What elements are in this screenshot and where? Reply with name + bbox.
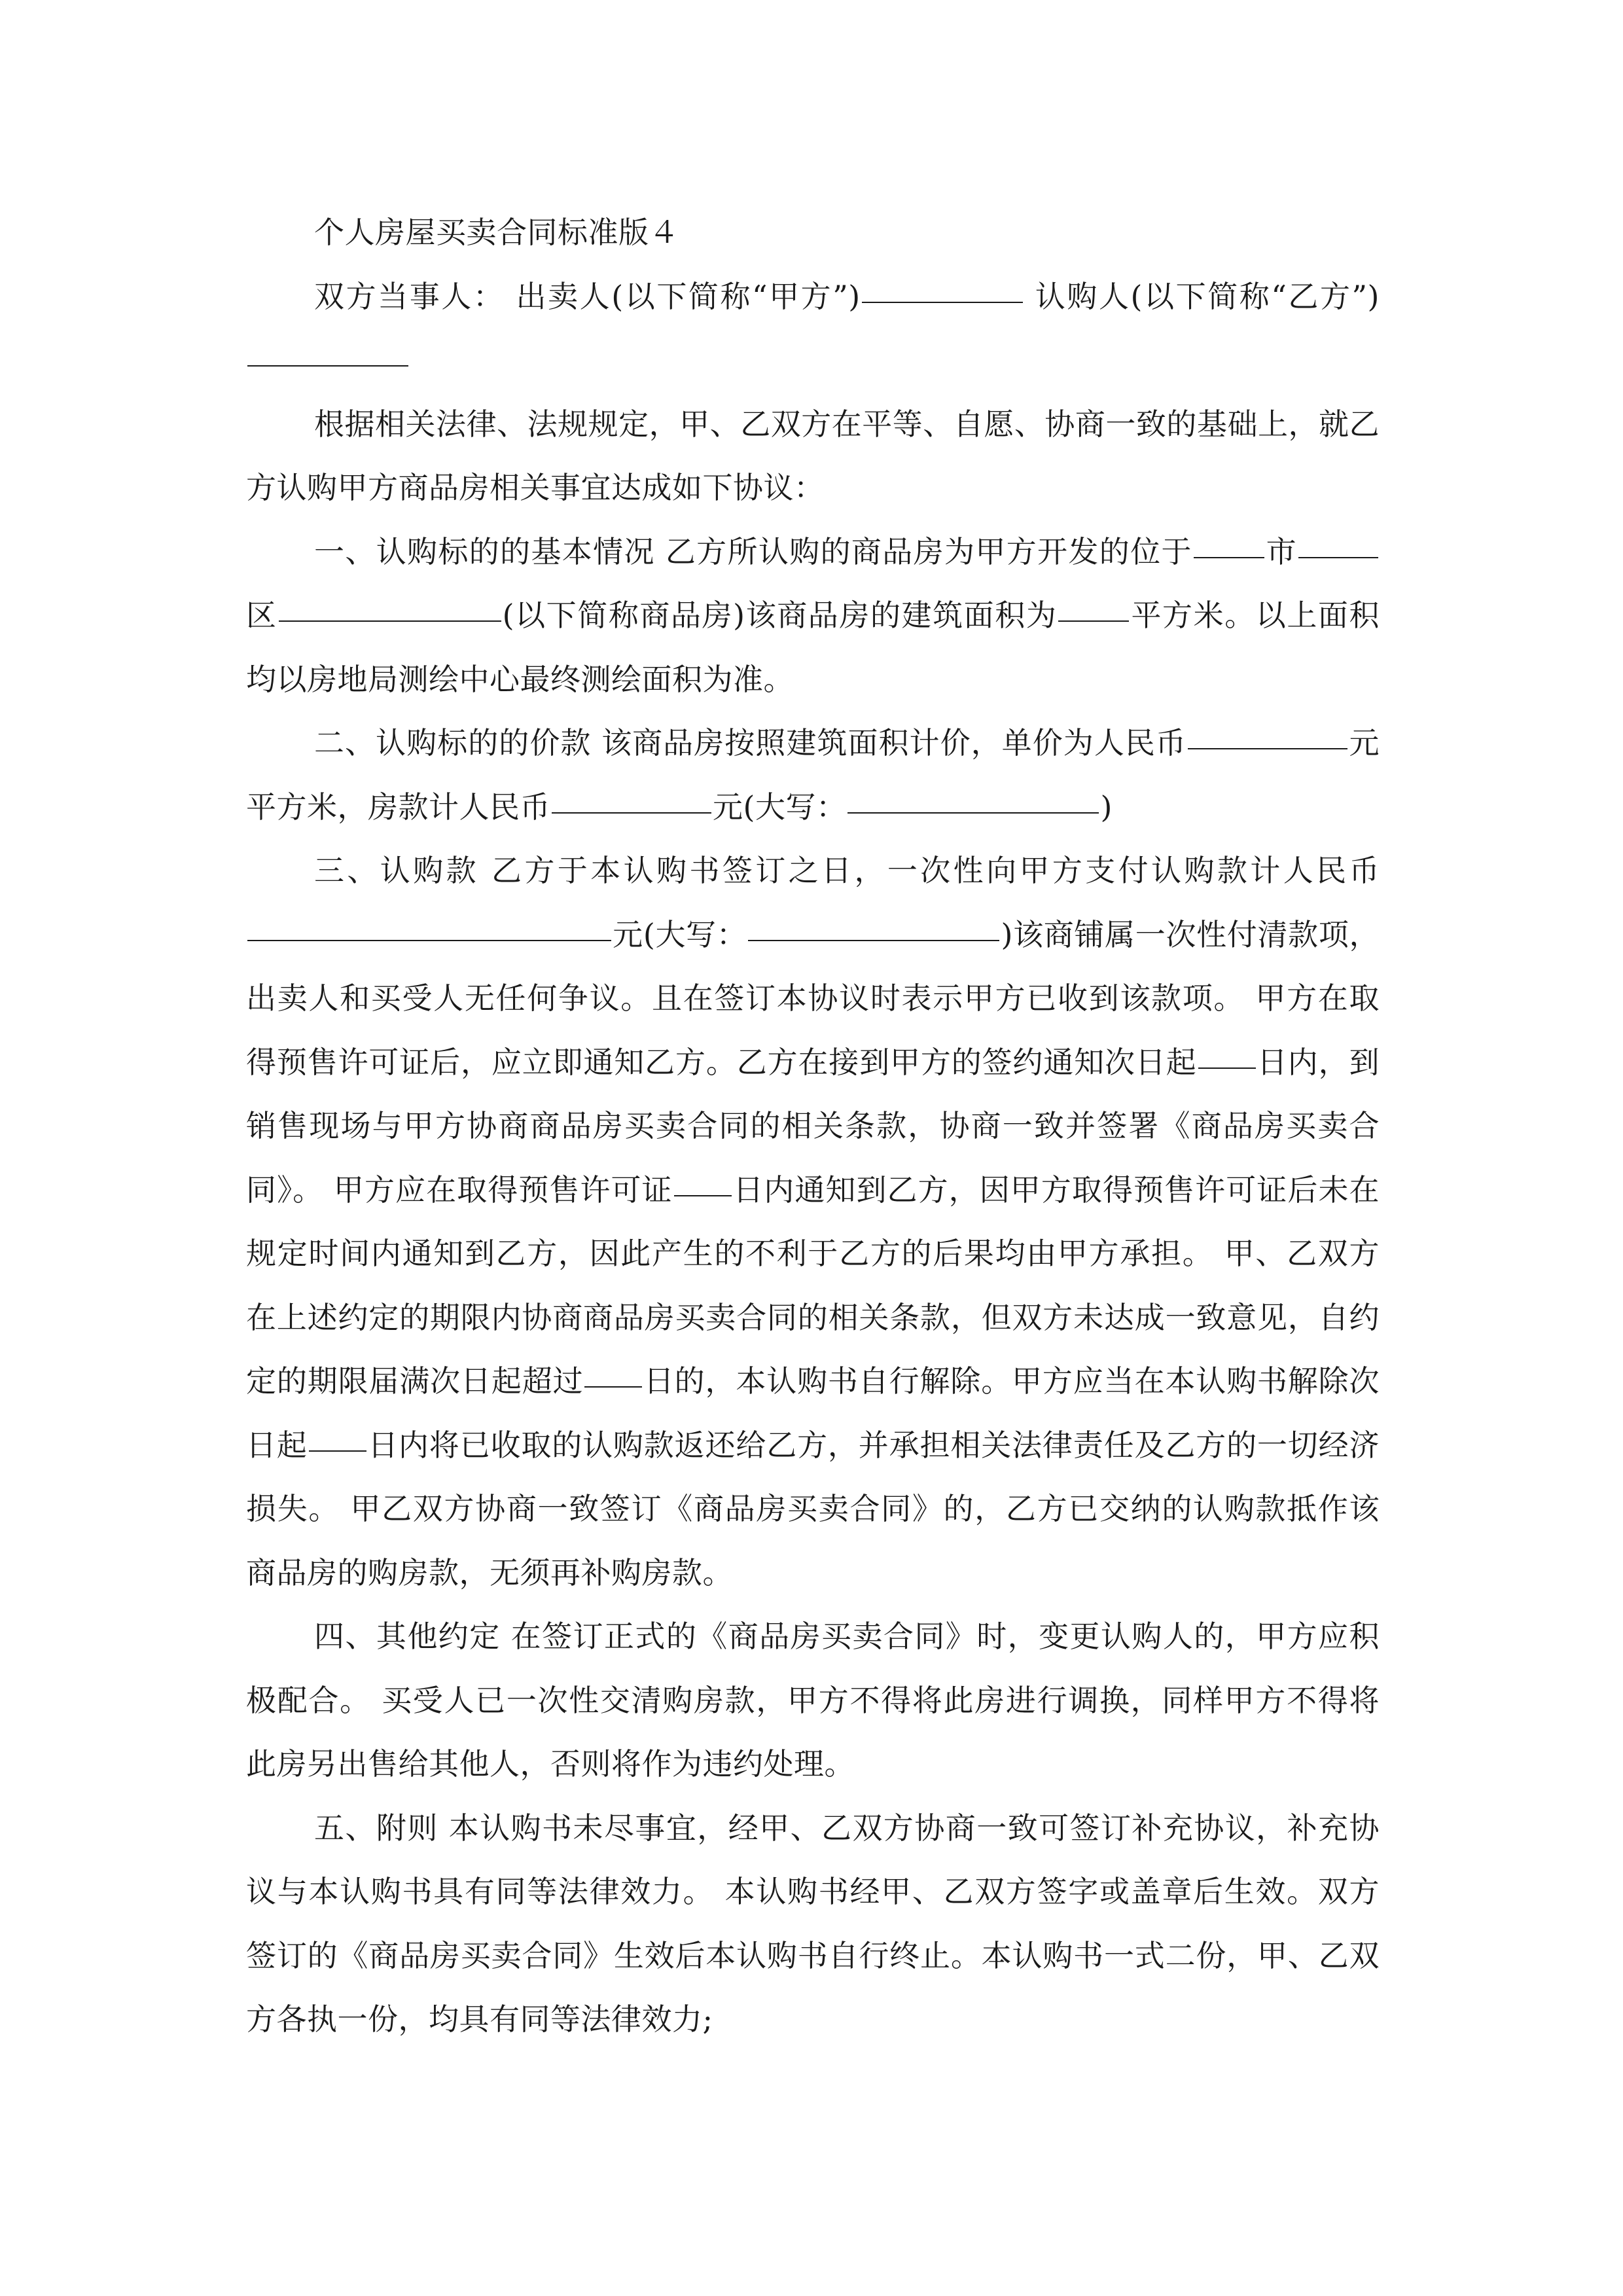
intro-text: 根据相关法律、法规规定，甲、乙双方在平等、自愿、协商一致的基础上，就乙方认购甲方商品房相关事宜达成如下协议： (246, 406, 1380, 505)
section-3-text-f: 日的，本认购书自行解除。甲方应当在本认购书解除次日起 (246, 1363, 1380, 1463)
section-3-text-e: 日内通知到乙方，因甲方取得预售许可证后未在规定时间内通知到乙方，因此产生的不利于乙方的后果均由甲方承担。 甲、乙双方在上述约定的期限内协商商品房买卖合同的相关条款，但双方未达成一致意见，自约定的期限届满次日起超过 (246, 1172, 1380, 1399)
intro-paragraph (246, 393, 1380, 520)
buyer-name-blank[interactable] (247, 365, 408, 367)
deposit-words-blank[interactable] (748, 939, 999, 941)
section-3-text-g: 日内将已收取的认购款返还给乙方，并承担相关法律责任及乙方的一切经济损失。 甲乙双方协商一致签订《商品房买卖合同》的，乙方已交纳的认购款抵作该商品房的购房款，无须再补购房款。 (246, 1427, 1380, 1590)
total-price-words-blank[interactable] (847, 812, 1099, 814)
section-4-paragraph (246, 1605, 1380, 1797)
section-3-text-b: 元(大写： (613, 916, 747, 952)
address-blank[interactable] (279, 620, 501, 622)
total-price-blank[interactable] (552, 812, 711, 814)
section-2-text-a: 二、认购标的的价款 该商品房按照建筑面积计价，单价为人民币 (314, 725, 1186, 761)
signing-days-blank[interactable] (1198, 1067, 1256, 1069)
document-title (246, 201, 1380, 265)
area-blank[interactable] (1058, 620, 1129, 622)
seller-name-blank[interactable] (862, 301, 1023, 303)
expiry-days-blank[interactable] (584, 1386, 642, 1388)
section-2-paragraph (246, 711, 1380, 839)
section-2-text-b: 元平方米，房款计人民币 (246, 725, 1380, 825)
deposit-amount-blank[interactable] (247, 939, 611, 941)
parties-paragraph (246, 265, 1380, 393)
city-blank[interactable] (1194, 556, 1264, 558)
section-2-text-c: 元(大写： (713, 789, 847, 825)
document-body (246, 201, 1380, 2052)
section-3-text-c: )该商铺属一次性付清款项，出卖人和买受人无任何争议。且在签订本协议时表示甲方已收到该款项。 甲方在取得预售许可证后，应立即通知乙方。乙方在接到甲方的签约通知次日起 (246, 916, 1380, 1080)
notify-days-blank[interactable] (674, 1194, 732, 1196)
section-1-text-d: (以下简称商品房)该商品房的建筑面积为 (502, 598, 1058, 633)
section-1-text-c: 区 (246, 598, 277, 633)
section-2-text-d: ) (1100, 789, 1113, 825)
section-5-text: 五、附则 本认购书未尽事宜，经甲、乙双方协商一致可签订补充协议，补充协议与本认购书具有同等法律效力。 本认购书经甲、乙双方签字或盖章后生效。双方签订的《商品房买卖合同》生效后本认购书自行终止。本认购书一式二份，甲、乙双方各执一份，均具有同等法律效力; (246, 1810, 1380, 2037)
district-blank[interactable] (1298, 556, 1378, 558)
section-3-paragraph (246, 839, 1380, 1605)
refund-days-blank[interactable] (309, 1450, 366, 1452)
section-1-text-a: 一、认购标的的基本情况 乙方所认购的商品房为甲方开发的位于 (314, 533, 1192, 569)
parties-buyer-label: 认购人(以下简称“乙方”) (1024, 278, 1380, 314)
section-4-text: 四、其他约定 在签订正式的《商品房买卖合同》时，变更认购人的，甲方应积极配合。 买受人已一次性交清购房款，甲方不得将此房进行调换，同样甲方不得将此房另出售给其他人，否则将作为违约处理。 (246, 1619, 1380, 1782)
section-3-text-d: 日内，到销售现场与甲方协商商品房买卖合同的相关条款，协商一致并签署《商品房买卖合同》。 甲方应在取得预售许可证 (246, 1044, 1380, 1208)
unit-price-blank[interactable] (1188, 747, 1347, 749)
parties-seller-label: 双方当事人： 出卖人(以下简称“甲方”) (314, 278, 861, 314)
section-1-paragraph (246, 520, 1380, 712)
section-5-paragraph (246, 1797, 1380, 2052)
title-text: 个人房屋买卖合同标准版４ (314, 215, 679, 250)
section-1-text-b: 市 (1265, 533, 1297, 569)
section-3-text-a: 三、认购款 乙方于本认购书签订之日，一次性向甲方支付认购款计人民币 (314, 853, 1380, 888)
section-1-text-e: 平方米。以上面积均以房地局测绘中心最终测绘面积为准。 (246, 598, 1380, 697)
